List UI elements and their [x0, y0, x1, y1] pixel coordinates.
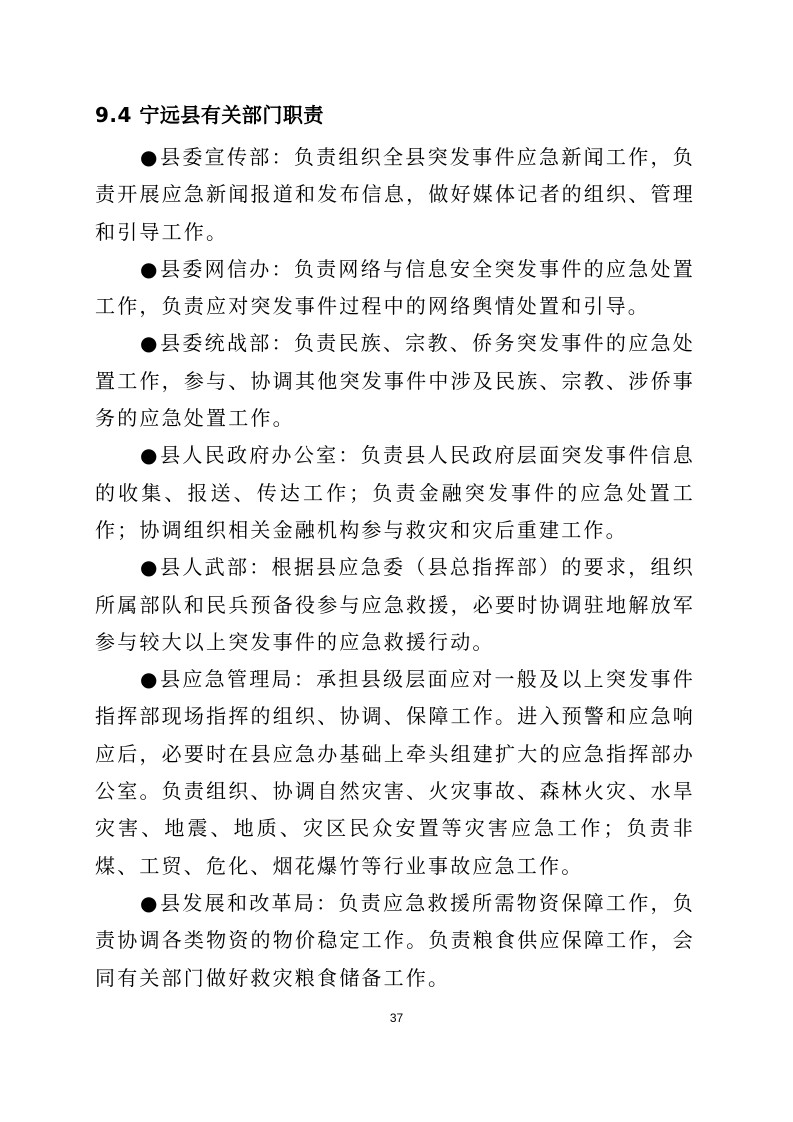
paragraph-text: 县委网信办：负责网络与信息安全突发事件的应急处置工作，负责应对突发事件过程中的网络舆情处置和引导。: [95, 256, 695, 319]
paragraph-text: 县人民政府办公室：负责县人民政府层面突发事件信息的收集、报送、传达工作；负责金融突发事件的应急处置工作；协调组织相关金融机构参与救灾和灾后重建工作。: [95, 443, 695, 542]
paragraph-text: 县应急管理局：承担县级层面应对一般及以上突发事件指挥部现场指挥的组织、协调、保障工作。进入预警和应急响应后，必要时在县应急办基础上牵头组建扩大的应急指挥部办公室。负责组织、协调自然灾害、火灾事故、森林火灾、水旱灾害、地震、地质、灾区民众安置等灾害应急工作；负责非煤、工贸、危化、烟花爆竹等行业事故应急工作。: [95, 667, 695, 878]
paragraph-text: 县人武部：根据县应急委（县总指挥部）的要求，组织所属部队和民兵预备役参与应急救援，必要时协调驻地解放军参与较大以上突发事件的应急救援行动。: [95, 555, 695, 654]
paragraph-propaganda-dept: [95, 139, 695, 251]
paragraph-united-front-dept: [95, 325, 695, 437]
paragraph-armed-forces-dept: [95, 549, 695, 661]
bullet-icon: ●: [140, 667, 160, 692]
section-body: [95, 139, 695, 997]
bullet-icon: ●: [140, 256, 160, 281]
paragraph-text: 县委宣传部：负责组织全县突发事件应急新闻工作，负责开展应急新闻报道和发布信息，做好媒体记者的组织、管理和引导工作。: [95, 145, 695, 244]
paragraph-cyberspace-office: [95, 251, 695, 326]
bullet-icon: ●: [140, 443, 160, 468]
paragraph-text: 县委统战部：负责民族、宗教、侨务突发事件的应急处置工作，参与、协调其他突发事件中涉及民族、宗教、涉侨事务的应急处置工作。: [95, 331, 695, 431]
paragraph-government-office: [95, 437, 695, 549]
paragraph-text: 县发展和改革局：负责应急救援所需物资保障工作，负责协调各类物资的物价稳定工作。负责粮食供应保障工作，会同有关部门做好救灾粮食储备工作。: [95, 890, 695, 990]
bullet-icon: ●: [140, 145, 160, 169]
paragraph-development-reform-bureau: [95, 885, 695, 997]
page-number: 37: [389, 1011, 404, 1025]
bullet-icon: ●: [140, 555, 160, 580]
bullet-icon: ●: [140, 890, 160, 915]
bullet-icon: ●: [140, 331, 160, 356]
paragraph-emergency-management-bureau: [95, 661, 695, 885]
section-heading: 9.4 宁远县有关部门职责: [95, 103, 324, 127]
